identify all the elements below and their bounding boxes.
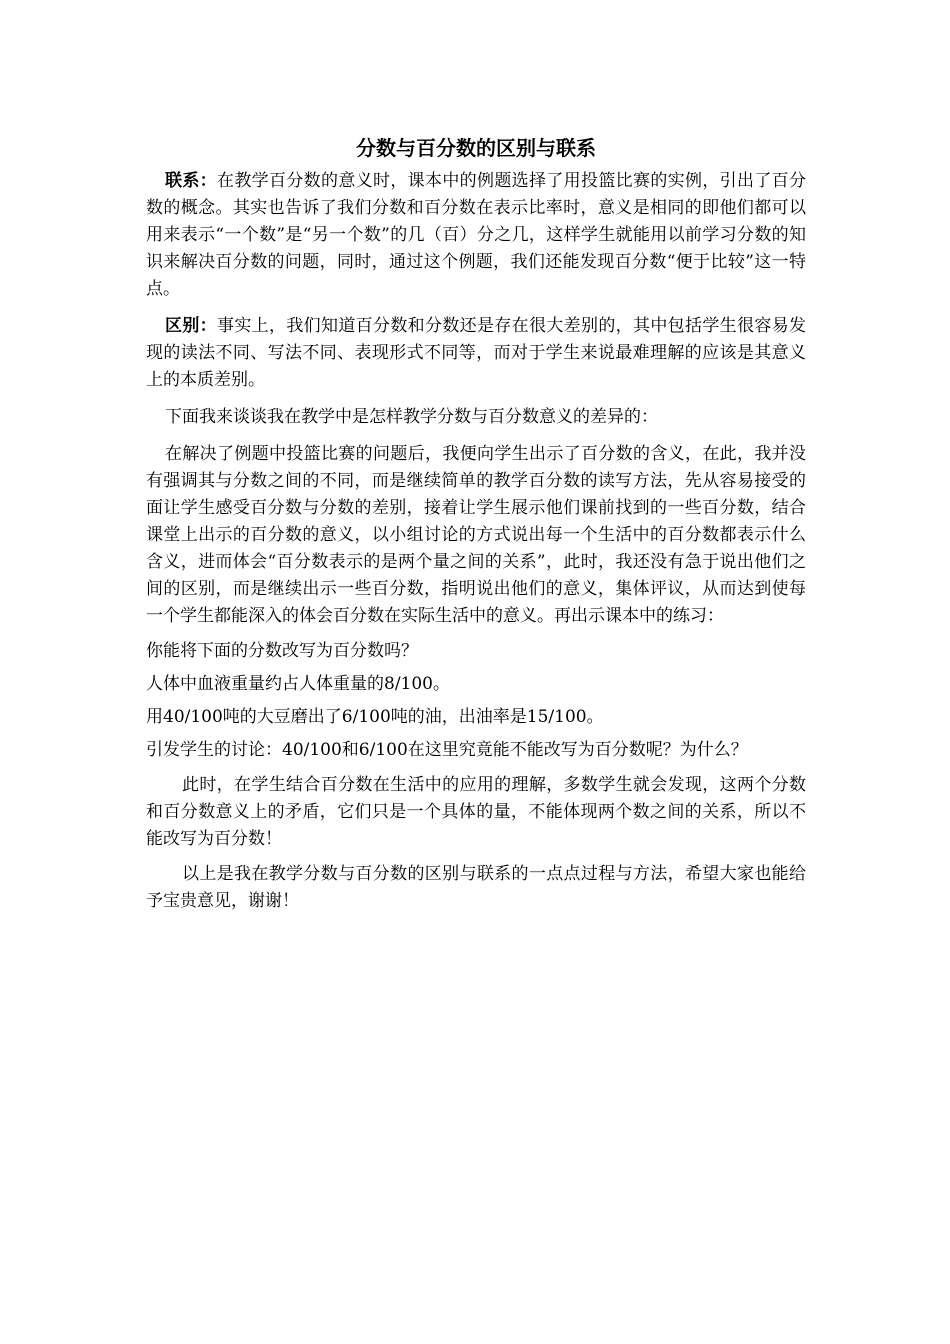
discussion-line: 引发学生的讨论：40/100和6/100在这里究竟能不能改写为百分数呢？为什么？: [146, 740, 748, 760]
intro-paragraph: 下面我来谈谈我在教学中是怎样教学分数与百分数意义的差异的：: [165, 407, 658, 427]
difference-text: 事实上，我们知道百分数和分数还是存在很大差别的，其中包括学生很容易发现的读法不同、写法不同、表现形式不同等，而对于学生来说最难理解的应该是其意义上的本质差别。: [146, 316, 806, 390]
example-line-2: 用40/100吨的大豆磨出了6/100吨的油，出油率是15/100。: [146, 707, 604, 727]
closing-paragraph: 以上是我在教学分数与百分数的区别与联系的一点点过程与方法，希望大家也能给予宝贵意见，谢谢！: [146, 864, 806, 911]
conclusion-paragraph: 此时，在学生结合百分数在生活中的应用的理解，多数学生就会发现，这两个分数和百分数意义上的矛盾，它们只是一个具体的量，不能体现两个数之间的关系，所以不能改写为百分数！: [146, 775, 806, 849]
connection-label: 联系：: [165, 171, 217, 191]
question-line: 你能将下面的分数改写为百分数吗？: [146, 641, 418, 661]
difference-label: 区别：: [165, 316, 217, 336]
document-title: 分数与百分数的区别与联系: [356, 136, 596, 160]
connection-text: 在教学百分数的意义时，课本中的例题选择了用投篮比赛的实例，引出了百分数的概念。其实也告诉了我们分数和百分数在表示比率时，意义是相同的即他们都可以用来表示“一个数”是“另一个数”的几（百）分之几，这样学生就能用以前学习分数的知识来解决百分数的问题，同时，通过这个例题，我们还能发现百分数“便于比较”这一特点。: [146, 171, 806, 299]
connection-paragraph: [146, 168, 806, 303]
document-page: [146, 130, 806, 915]
process-paragraph: 在解决了例题中投篮比赛的问题后，我便向学生出示了百分数的含义，在此，我并没有强调其与分数之间的不同，而是继续简单的教学百分数的读写方法，先从容易接受的面让学生感受百分数与分数的差别，接着让学生展示他们课前找到的一些百分数，结合课堂上出示的百分数的意义，以小组讨论的方式说出每一个生活中的百分数都表示什么含义，进而体会“百分数表示的是两个量之间的关系”，此时，我还没有急于说出他们之间的区别，而是继续出示一些百分数，指明说出他们的意义，集体评议，从而达到使每一个学生都能深入的体会百分数在实际生活中的意义。再出示课本中的练习：: [146, 444, 806, 626]
difference-paragraph: [146, 313, 806, 394]
example-line-1: 人体中血液重量约占人体重量的8/100。: [146, 674, 450, 694]
